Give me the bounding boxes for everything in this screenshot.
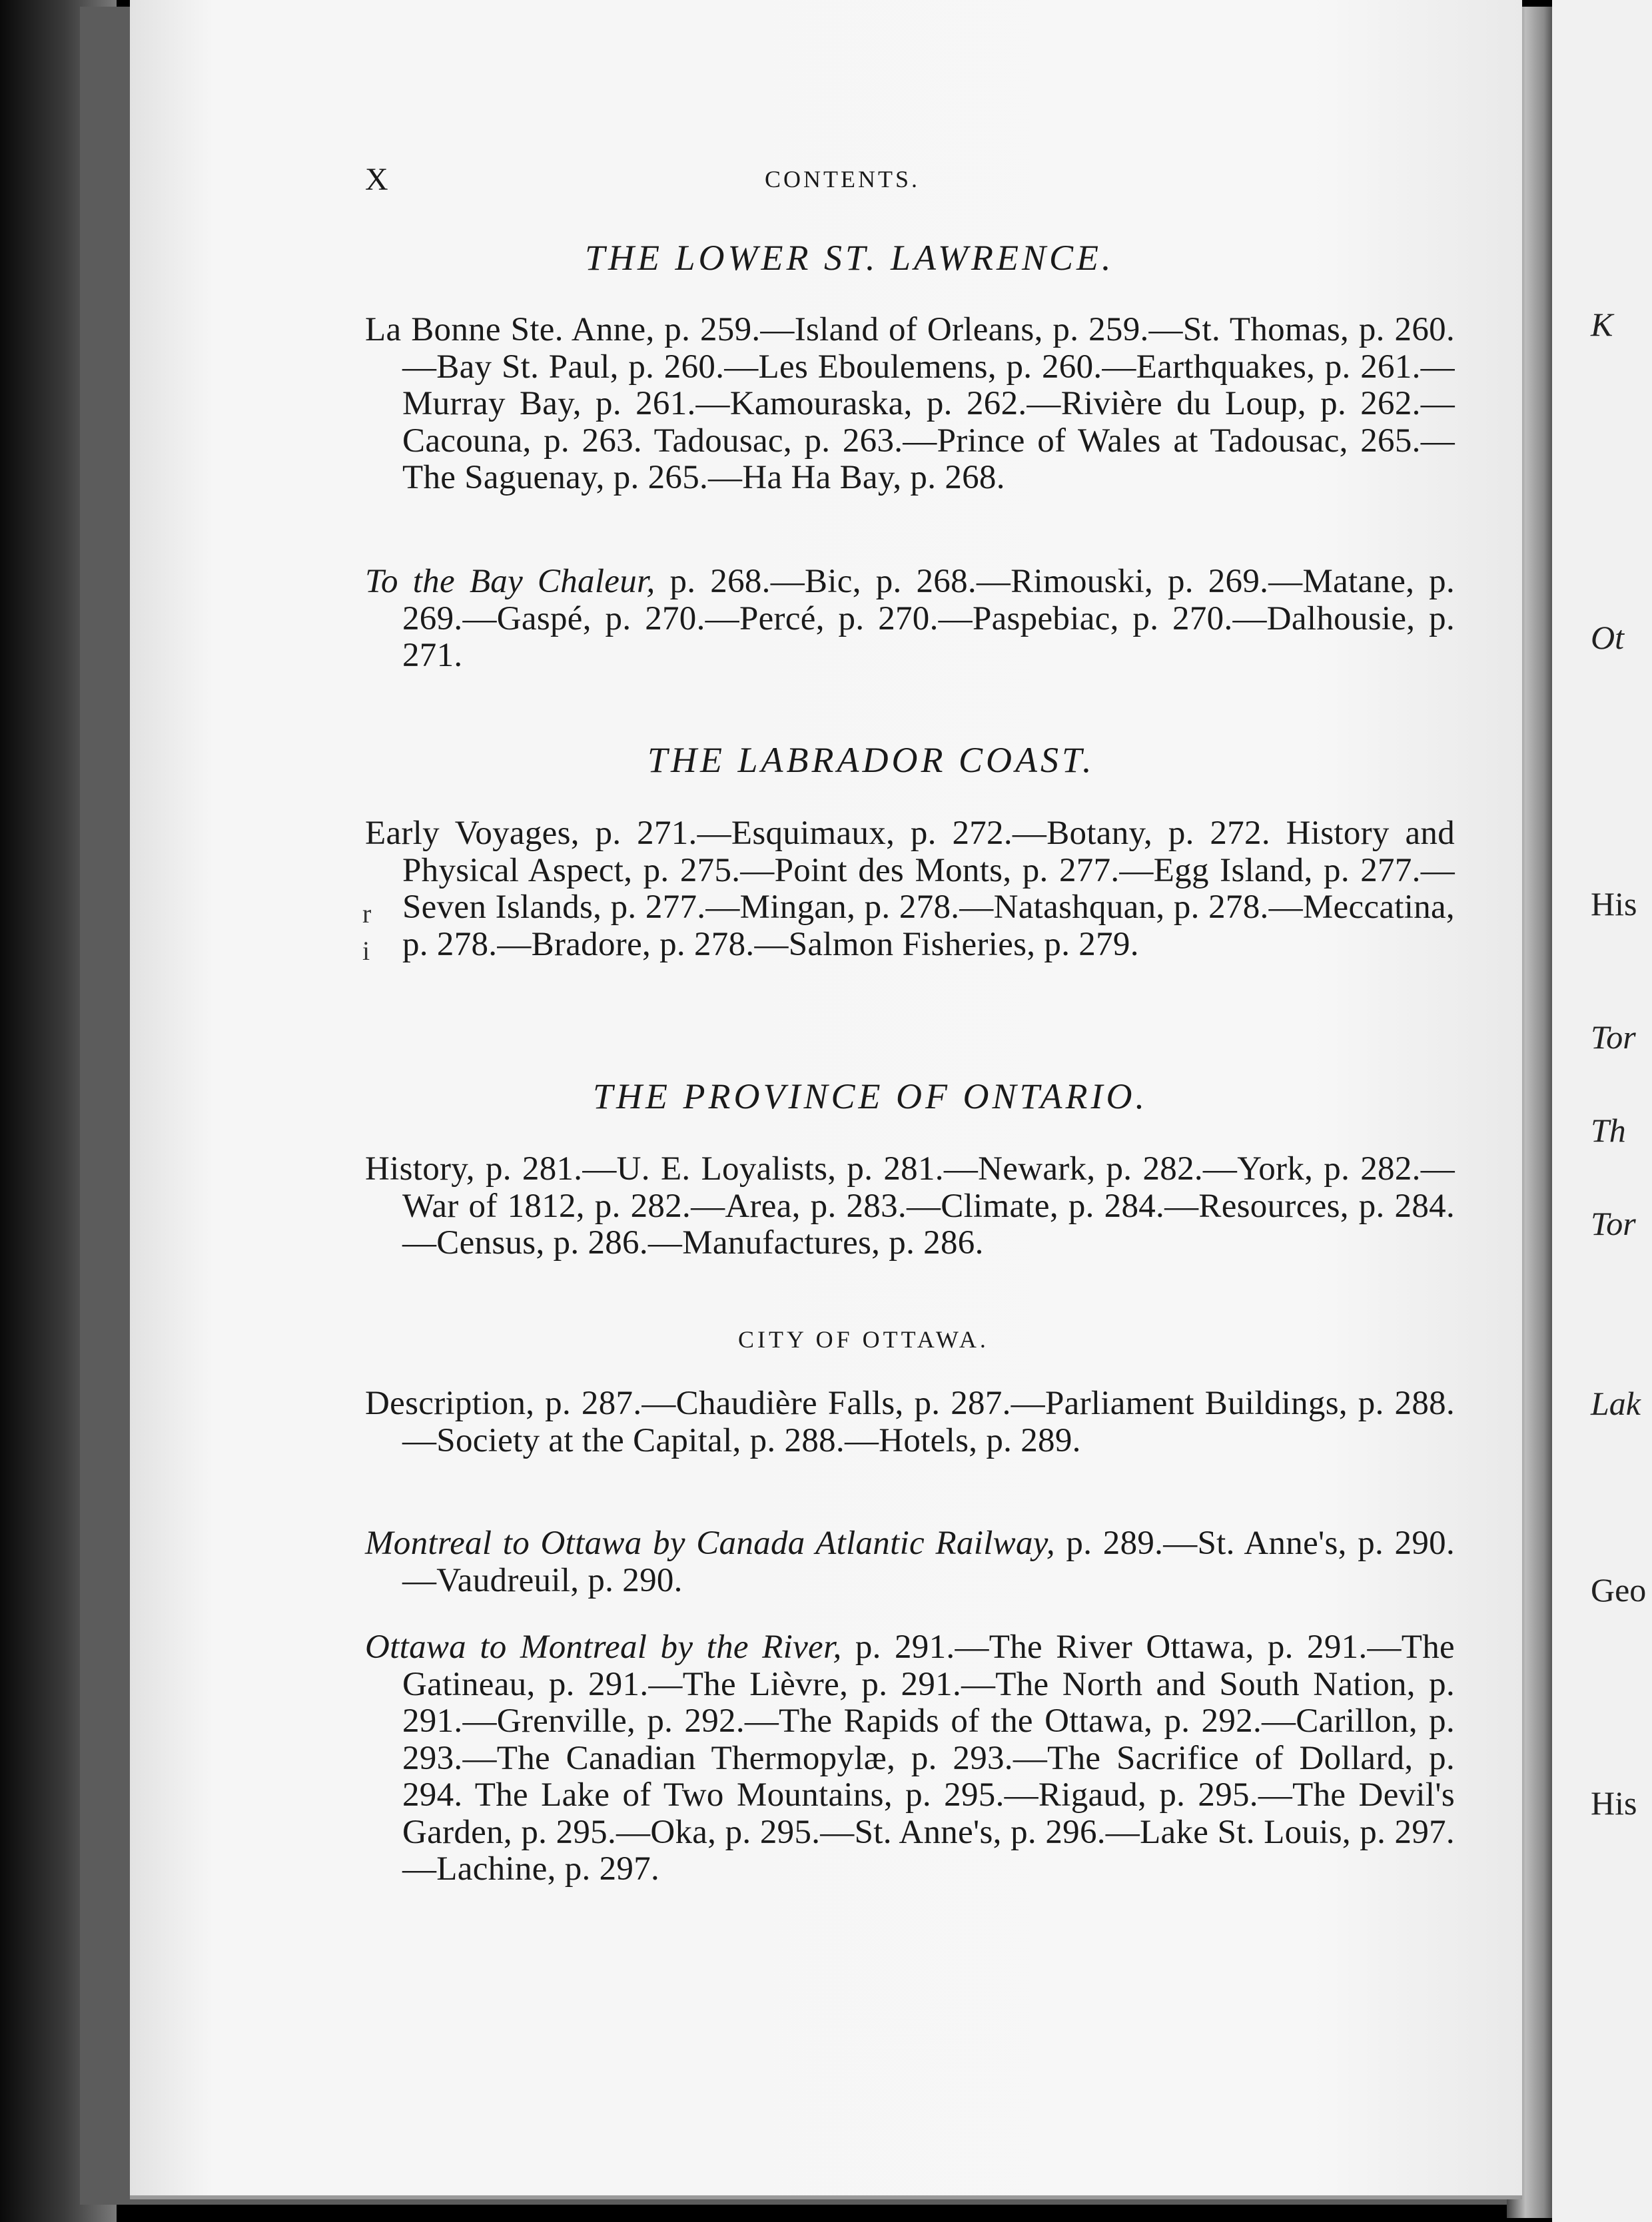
facing-page-fragment xyxy=(1552,0,1652,2222)
entry-lead: Montreal to Ottawa by Canada Atlantic Railway, xyxy=(365,1525,1055,1562)
contents-entry xyxy=(365,312,1455,497)
entry-lead: Ottawa to Montreal by the River, xyxy=(365,1629,842,1666)
section-title: THE PROVINCE OF ONTARIO. xyxy=(593,1076,1148,1116)
entry-text: Description, p. 287.—Chaudière Falls, p. 287.—Parliament Buildings, p. 288.—Society at the Capital, p. 288.—Hotels, p. 289. xyxy=(365,1385,1455,1459)
subsection-title: CITY OF OTTAWA. xyxy=(738,1326,989,1353)
facing-page-text: Ot xyxy=(1591,619,1624,656)
contents-entry xyxy=(365,1525,1455,1599)
page-number: X xyxy=(365,162,389,197)
entry-text: p. 291.—The River Ottawa, p. 291.—The Gatineau, p. 291.—The Lièvre, p. 291.—The North and South Nation, p. 291.—Grenville, p. 292.—The Rapids of the Ottawa, p. 292.—Carillon, p. 293.—The Canadian Thermopylæ, p. 293.—The Sacrifice of Dollard, p. 294. The Lake of Two Mountains, p. 295.—Rigaud, p. 295.—The Devil's Garden, p. 295.—Oka, p. 295.—St. Anne's, p. 296.—Lake St. Louis, p. 297.—Lachine, p. 297. xyxy=(402,1629,1455,1888)
entry-lead: To the Bay Chaleur, xyxy=(365,563,655,600)
section-title: THE LOWER ST. LAWRENCE. xyxy=(585,238,1114,278)
facing-page-text: Tor xyxy=(1591,1205,1636,1242)
entry-text: History, p. 281.—U. E. Loyalists, p. 281.—Newark, p. 282.—York, p. 282.—War of 1812, p. 282.—Area, p. 283.—Climate, p. 284.—Resources, p. 284.—Census, p. 286.—Manufactures, p. 286. xyxy=(365,1150,1455,1262)
facing-page-text: Tor xyxy=(1591,1018,1636,1056)
contents-entry xyxy=(365,563,1455,675)
entry-text: La Bonne Ste. Anne, p. 259.—Island of Orleans, p. 259.—St. Thomas, p. 260.—Bay St. Paul, p. 260.—Les Eboulemens, p. 260.—Earthquakes, p. 261.—Murray Bay, p. 261.—Kamouraska, p. 262.—Rivière du Loup, p. 262.—Cacouna, p. 263. Tadousac, p. 263.—Prince of Wales at Tadousac, 265.—The Saguenay, p. 265.—Ha Ha Bay, p. 268. xyxy=(365,311,1455,496)
facing-page-text: His xyxy=(1591,1784,1637,1822)
entry-text: p. 268.—Bic, p. 268.—Rimouski, p. 269.—Matane, p. 269.—Gaspé, p. 270.—Percé, p. 270.—Paspebiac, p. 270.—Dalhousie, p. 271. xyxy=(402,563,1455,674)
entry-text: Early Voyages, p. 271.—Esquimaux, p. 272.—Botany, p. 272. History and Physical Aspect, p. 275.—Point des Monts, p. 277.—Egg Island, p. 277.—Seven Islands, p. 277.—Mingan, p. 278.—Natashquan, p. 278.—Meccatina, p. 278.—Bradore, p. 278.—Salmon Fisheries, p. 279. xyxy=(365,815,1455,963)
facing-page-text: Lak xyxy=(1591,1385,1641,1422)
entry-text: p. 289.—St. Anne's, p. 290.—Vaudreuil, p. 290. xyxy=(402,1525,1455,1599)
contents-entry xyxy=(365,815,1455,963)
contents-entry xyxy=(365,1385,1455,1459)
margin-mark: r xyxy=(362,899,372,928)
section-title: THE LABRADOR COAST. xyxy=(647,740,1095,780)
facing-page-text: Geo xyxy=(1591,1571,1647,1609)
margin-mark: i xyxy=(362,936,370,966)
running-title: CONTENTS. xyxy=(765,166,920,192)
facing-page-text: His xyxy=(1591,885,1637,923)
page-header xyxy=(365,161,1418,201)
facing-page-text: K xyxy=(1591,306,1613,343)
contents-entry xyxy=(365,1629,1455,1888)
facing-page-text: Th xyxy=(1591,1112,1626,1149)
contents-entry xyxy=(365,1151,1455,1262)
